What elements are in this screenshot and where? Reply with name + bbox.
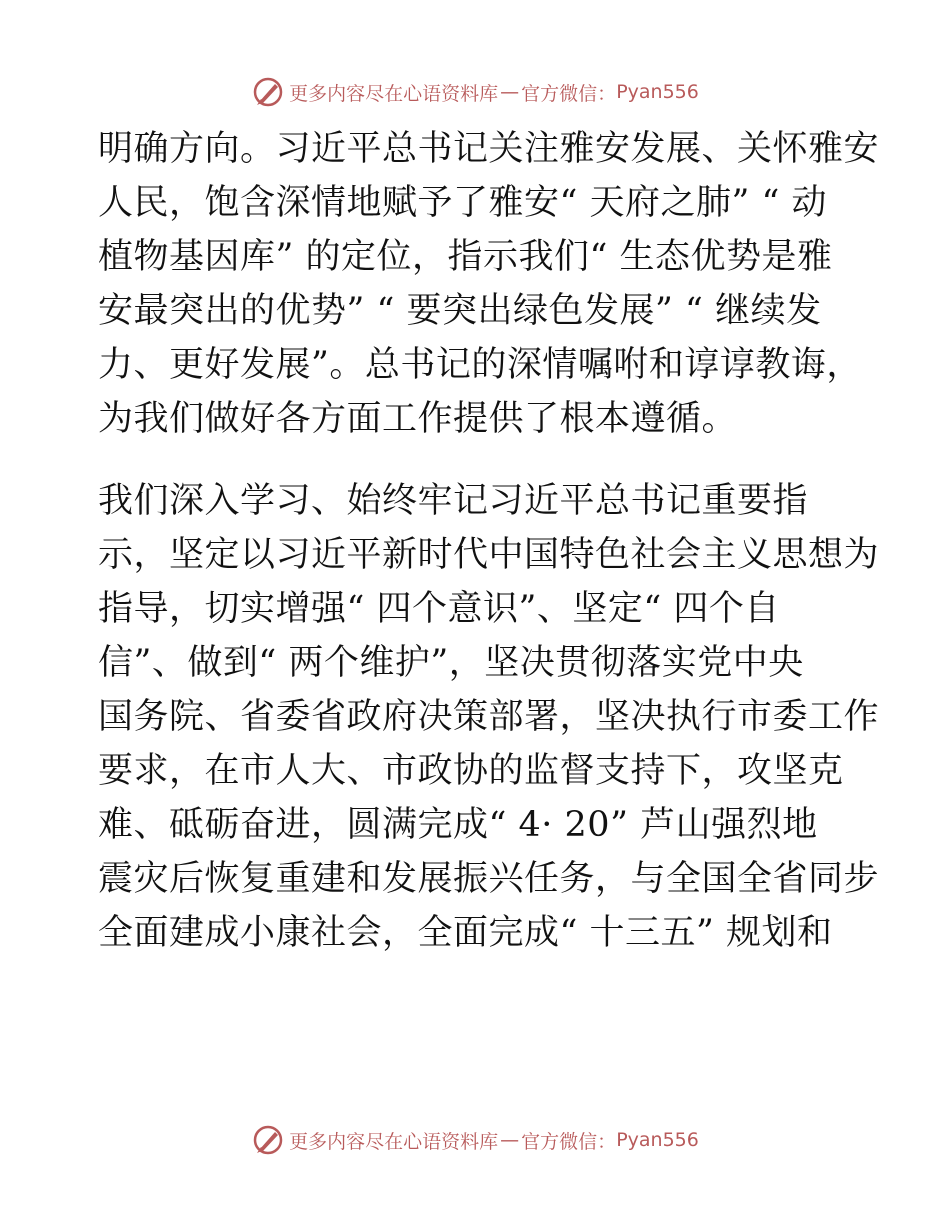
watermark-wechat-id: Pyan556 bbox=[616, 1129, 699, 1151]
watermark-wechat-label: 官方微信： bbox=[521, 82, 617, 105]
watermark-wechat-label: 官方微信： bbox=[521, 1130, 617, 1153]
text-line: 难、砥砺奋进，圆满完成“ 4· 20” 芦山强烈地 bbox=[98, 805, 818, 845]
paragraph-gap bbox=[98, 446, 858, 474]
header-watermark bbox=[0, 72, 950, 112]
text-line: 全面建成小康社会，全面完成“ 十三五” 规划和 bbox=[98, 913, 833, 953]
text-line: 示，坚定以习近平新时代中国特色社会主义思想为 bbox=[98, 535, 880, 575]
text-line: 要求，在市人大、市政协的监督支持下，攻坚克 bbox=[98, 751, 844, 791]
text-line: 指导，切实增强“ 四个意识”、坚定“ 四个自 bbox=[98, 589, 780, 629]
text-line: 为我们做好各方面工作提供了根本遵循。 bbox=[98, 399, 738, 439]
text-line: 安最突出的优势” “ 要突出绿色发展” “ 继续发 bbox=[98, 291, 822, 331]
watermark-separator: — bbox=[500, 1129, 520, 1151]
paragraph-2 bbox=[98, 474, 880, 960]
text-line: 国务院、省委省政府决策部署，坚决执行市委工作 bbox=[98, 697, 880, 737]
watermark-brand: 更多内容尽在心语资料库 bbox=[289, 1130, 499, 1153]
text-line: 震灾后恢复重建和发展振兴任务，与全国全省同步 bbox=[98, 859, 880, 899]
text-line: 力、更好发展”。总书记的深情嘱咐和谆谆教诲， bbox=[98, 345, 862, 385]
paragraph-1 bbox=[98, 122, 880, 446]
text-line: 明确方向。习近平总书记关注雅安发展、关怀雅安 bbox=[98, 129, 880, 169]
text-line: 植物基因库” 的定位，指示我们“ 生态优势是雅 bbox=[98, 237, 833, 277]
text-line: 人民，饱含深情地赋予了雅安“ 天府之肺” “ 动 bbox=[98, 183, 828, 223]
document-body bbox=[98, 122, 880, 960]
watermark-brand: 更多内容尽在心语资料库 bbox=[289, 82, 499, 105]
pen-logo-icon bbox=[251, 75, 285, 109]
watermark-separator: — bbox=[500, 81, 520, 103]
pen-logo-icon bbox=[251, 1123, 285, 1157]
text-line: 信”、做到“ 两个维护”，坚决贯彻落实党中央 bbox=[98, 643, 804, 683]
text-line: 我们深入学习、始终牢记习近平总书记重要指 bbox=[98, 481, 809, 521]
watermark-wechat-id: Pyan556 bbox=[616, 81, 699, 103]
footer-watermark bbox=[0, 1120, 950, 1160]
